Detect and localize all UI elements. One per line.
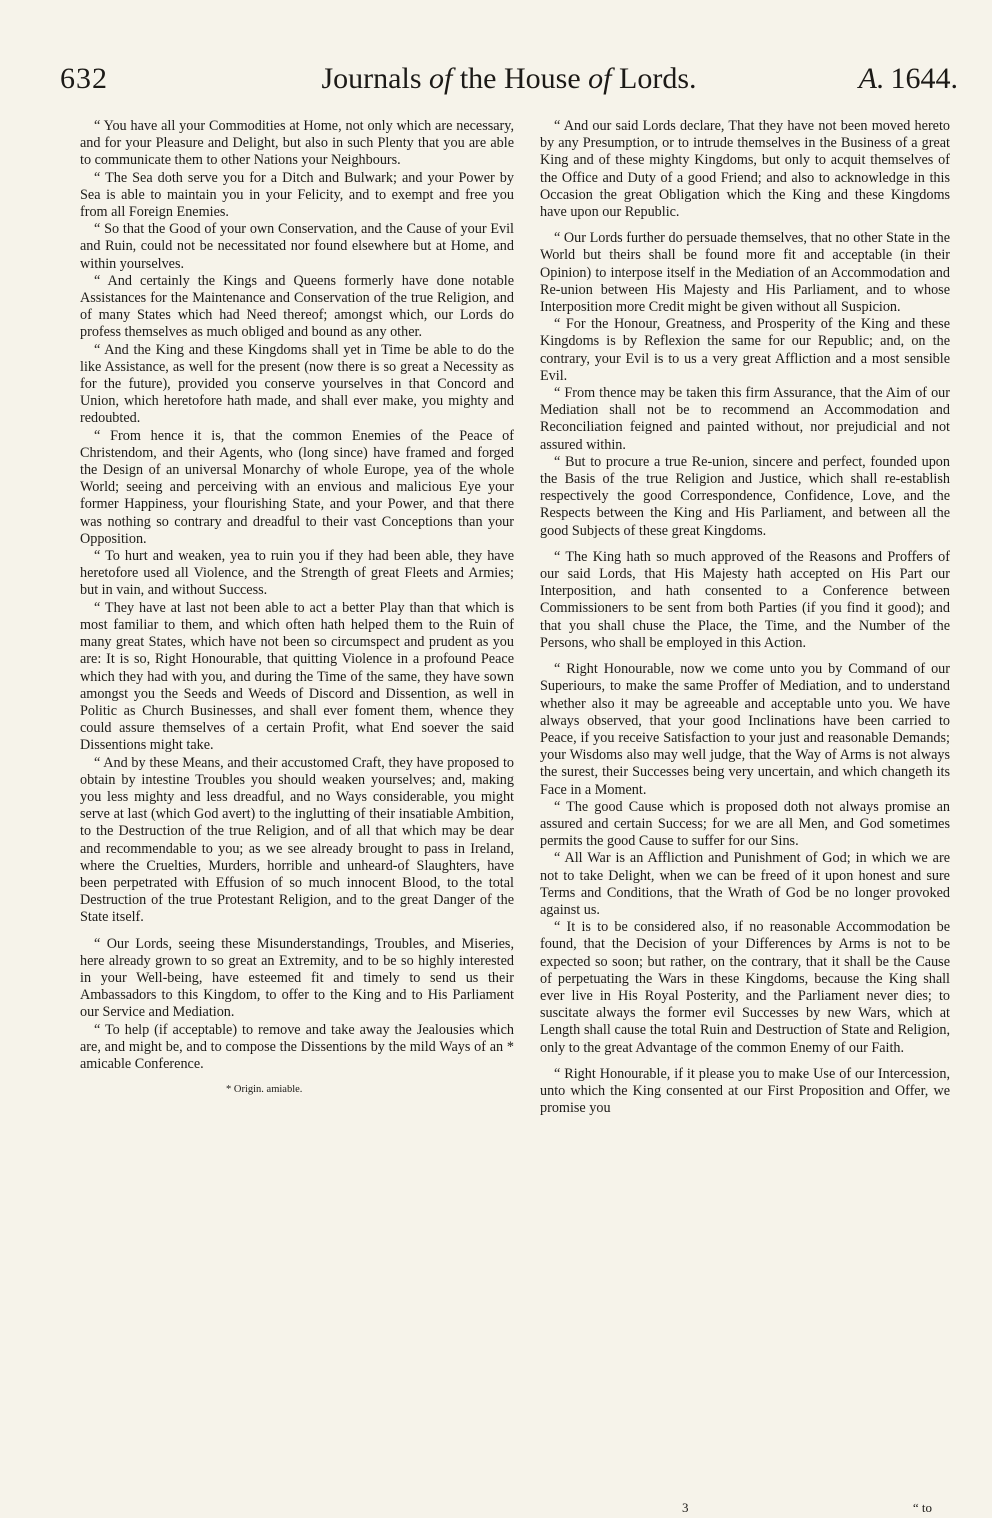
paragraph: “ The King hath so much approved of the Reasons and Proffers of our said Lords, that His Majesty hath accepted on His Part our Interposition, and hath consented to a Conference between Commissioners to be sent from both Parties (if you find it good); and that you shall chuse the Place, the Time, and the Number of the Persons, who shall be employed in this Action. [540,548,950,651]
title-part: of [429,62,453,95]
signature-mark: 3 [682,1500,689,1515]
paragraph: “ All War is an Affliction and Punishment of God; in which we are not to take Delight, when we can be freed of it upon honest and sure Terms and Conditions, that the Wrath of God be no longer provoked against us. [540,850,950,918]
paragraph: “ And our said Lords declare, That they have not been moved hereto by any Presumption, or to intrude themselves in the Business of a great King and of these mighty Kingdoms, but only to acquit themselves of the Office and Duty of a good Friend; and also to acknowledge in this Occasion the great Obligation which the King and these Kingdoms have upon our Republic. [540,118,950,221]
paragraph: “ So that the Good of your own Conservation, and the Cause of your Evil and Ruin, could not be necessitated nor found elsewhere but at Home, and within yourselves. [80,221,514,272]
paragraph: “ Right Honourable, if it please you to make Use of our Intercession, unto which the King consented at our First Proposition and Offer, we promise you [540,1065,950,1117]
title-part: of [580,62,619,95]
paragraph: “ From hence it is, that the common Enemies of the Peace of Christendom, and their Agents, who (long since) have framed and forged the Design of an universal Monarchy of whole Europe, yea of the whole World; seeing and perceiving with an envious and malicious Eye your former Happiness, your flourishing State, and your Power, and that there was nothing so contrary and dreadful to their vast Conceptions than your Opposition. [80,427,514,547]
paragraph: “ And certainly the Kings and Queens formerly have done notable Assistances for the Maintenance and Conservation of the true Religion, and of many States which had Need thereof; amongst which, our Lords do profess themselves as much obliged and bound as any other. [80,272,514,341]
paragraph: “ And the King and these Kingdoms shall yet in Time be able to do the like Assistance, as well for the present (now there is so great a Necessity as for the future), provided you conserve yourselves in that Concord and Union, which heretofore hath made, and shall ever make, you mighty and redoubted. [80,341,514,427]
year-letter: A. [858,62,885,95]
catchword: “ to [912,1500,932,1515]
title-part: Journals [321,62,429,95]
paragraph: “ But to procure a true Re-union, sincere and perfect, founded upon the Basis of the true Religion and Justice, which shall re-establish respectively the good Correspondence, Confidence, Love, and the Respects between the King and His Parliament, and between all the good Subjects of these great Kingdoms. [540,453,950,539]
page-number: 632 [60,62,108,95]
left-column [80,118,514,1096]
paragraph: “ The Sea doth serve you for a Ditch and Bulwark; and your Power by Sea is able to maintain you in your Felicity, and to exempt and free you from all Foreign Enemies. [80,169,514,221]
paragraph: “ They have at last not been able to act a better Play than that which is most familiar to them, and which often hath helped them to the Ruin of many great States, which have not been so circumspect and prudent as you are: It is so, Right Honourable, that quitting Violence in a profound Peace which they had with you, and during the Time of the same, they have sown amongst you the Seeds and Weeds of Discord and Dissention, as well in Politic as Church Businesses, and shall ever foment them, whence they could assure themselves of a certain Profit, what End soever the said Dissentions might take. [80,599,514,754]
paragraph: “ Right Honourable, now we come unto you by Command of our Superiours, to make the same Proffer of Mediation, and to understand whether also it may be agreeable and acceptable unto you. We have always observed, that your good Inclinations have been carried to Peace, if you receive Satisfaction to your just and reasonable Demands; your Wisdoms also may well judge, that the Way of Arms is not always the surest, their Successes being very uncertain, and which changeth its Face in a Moment. [540,661,950,798]
page-header [60,62,958,106]
paragraph: “ And by these Means, and their accustomed Craft, they have proposed to obtain by intestine Troubles you should weaken yourselves; and, making you less mighty and less dreadful, and no Ways considerable, you might serve at last (which God avert) to the inglutting of their insatiable Ambition, to the Destruction of the true Religion, and of all that which may be dear and recommendable to you; as we see already brought to pass in Ireland, where the Cruelties, Murders, horrible and unheard-of Slaughters, have been perpetrated with Effusion of so much innocent Blood, to the total Destruction of the true Protestant Religion, and to the great Danger of the State itself. [80,754,514,926]
paragraph: “ For the Honour, Greatness, and Prosperity of the King and these Kingdoms is by Reflexion the same for our Republic; and, on the contrary, your Evil is to us a very great Affliction and a most sensible Evil. [540,316,950,384]
paragraph: “ To hurt and weaken, yea to ruin you if they had been able, they have heretofore used all Violence, and the Strength of great Fleets and Armies; but in vain, and without Success. [80,548,514,599]
year-label [859,62,958,96]
footnote: * Origin. amiable. [226,1084,303,1096]
title-part: House [504,62,581,95]
paragraph: “ Our Lords, seeing these Misunderstandings, Troubles, and Miseries, here already grown to so great an Extremity, and to be so highly interested in your Well-being, have esteemed fit and timely to send us their Ambassadors to this Kingdom, to offer to the King and to His Parliament our Service and Mediation. [80,935,514,1021]
title-part: . [689,62,697,95]
paragraph: “ Our Lords further do persuade themselves, that no other State in the World but theirs shall be found more fit and acceptable (in their Opinion) to interpose itself in the Mediation of an Accommodation and Re-union between His Majesty and His Parliament, and to whose Interposition more Credit might be given without all Suspicion. [540,230,950,316]
running-title [60,62,958,96]
title-part: Lords [619,62,689,95]
paragraph: “ It is to be considered also, if no reasonable Accommodation be found, that the Decision of your Differences by Arms is not to be expected so soon; but rather, on the contrary, that it shall be the Cause of perpetuating the Wars in these Kingdoms, because the King shall ever live in His Royal Posterity, and the Parliament never dies; to suscitate always the former evil Successes by new Wars, which at Length shall cause the total Ruin and Destruction of State and Religion, only to the great Advantage of the common Enemy of our Faith. [540,919,950,1056]
paragraph: “ You have all your Commodities at Home, not only which are necessary, and for your Pleasure and Delight, but also in such Plenty that you are able to communicate them to other Nations your Neighbours. [80,118,514,169]
title-part: the [452,62,504,95]
paragraph: “ The good Cause which is proposed doth not always promise an assured and certain Success; for we are all Men, and God sometimes permits the good Cause to suffer for our Sins. [540,798,950,850]
paragraph: “ To help (if acceptable) to remove and take away the Jealousies which are, and might be, and to compose the Dissentions by the mild Ways of an * amicable Conference. [80,1021,514,1072]
paragraph: “ From thence may be taken this firm Assurance, that the Aim of our Mediation shall not be to recommend an Accommodation and Reconciliation feigned and painted without, nor prejudicial and not assured within. [540,385,950,453]
year-value: 1644. [890,62,958,95]
right-column [540,118,950,1117]
